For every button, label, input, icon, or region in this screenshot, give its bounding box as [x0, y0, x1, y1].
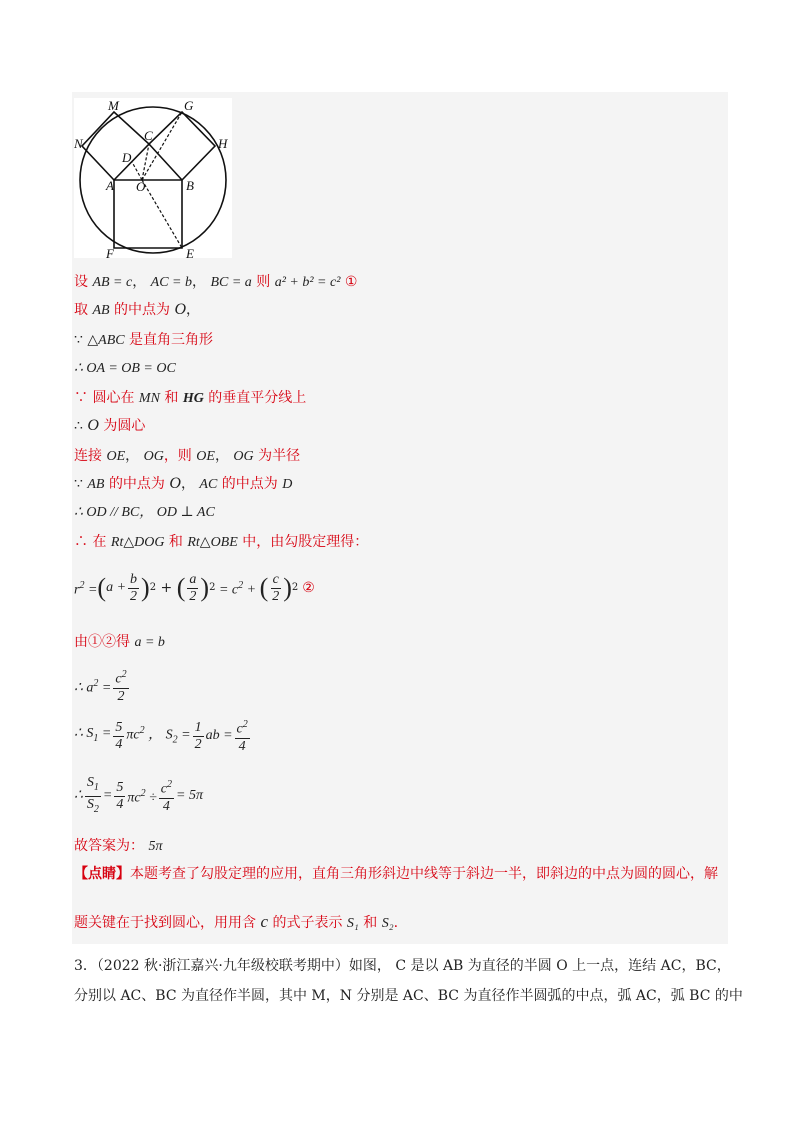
text: 的中点为 — [108, 476, 165, 492]
math: BC = a — [210, 275, 252, 290]
math: HG — [182, 391, 204, 406]
text: ∵ 圆心在 — [74, 390, 135, 406]
label-f: F — [106, 246, 114, 258]
text: 的中点为 — [221, 476, 278, 492]
text: ，则 — [163, 448, 192, 464]
solution-line-8 — [74, 474, 292, 495]
solution-line-5 — [74, 388, 306, 409]
label-h: H — [218, 136, 228, 151]
text: ， — [186, 302, 201, 318]
math: ∴ OA = OB = OC — [74, 361, 176, 376]
question3-line-1: 3．（2022 秋·浙江嘉兴·九年级校联考期中）如图， C 是以 AB 为直径的半圆 O 上一点，连结 AC，BC， — [74, 958, 731, 974]
math: O — [174, 301, 187, 318]
label-n: N — [74, 136, 83, 151]
text: ∴ 在 — [74, 534, 107, 550]
solution-line-9 — [74, 502, 215, 523]
text: 是直角三角形 — [129, 332, 214, 348]
math: OE — [196, 449, 215, 464]
math: O — [87, 417, 99, 434]
solution-line-11: $r^2$ = ( a + $\frac{b}{2}$ ) 2 + ( $\frac{a}{2}$ ) 2 = $c^2$ + ( $\frac{c}{2}$ ) 2 ② — [74, 571, 315, 604]
math: D — [282, 477, 293, 492]
text: ， — [125, 448, 140, 464]
math: Rt△OBE — [187, 535, 238, 550]
answer-line — [74, 836, 162, 857]
circle-square-diagram — [74, 98, 232, 258]
answer-value: 5π — [148, 839, 163, 854]
comment-line-2 — [74, 912, 398, 934]
label-b: B — [186, 178, 194, 193]
comment-text: 本题考查了勾股定理的应用，直角三角形斜边中线等于斜边一半，即斜边的中点为圆的圆心，解 — [130, 866, 718, 882]
solution-line-4 — [74, 358, 176, 379]
text: ， — [180, 476, 195, 492]
math: OG — [143, 449, 164, 464]
math: △ABC — [87, 333, 125, 348]
text: ∵ — [74, 476, 83, 492]
dash-od — [132, 162, 142, 180]
label-e: E — [186, 246, 194, 258]
math: a = b — [134, 635, 165, 650]
solution-line-13: ∴ $a^2$ = $\frac{c^2}{2}$ — [74, 669, 127, 704]
solution-line-1 — [74, 272, 357, 293]
solution-line-6 — [74, 416, 145, 436]
math: O — [169, 475, 181, 492]
solution-line-12 — [74, 632, 165, 653]
question3-line-2: 分别以 AC、BC 为直径作半圆，其中 M，N 分别是 AC、BC 为直径作半圆弧的中点，弧 AC，弧 BC 的中 — [74, 988, 743, 1004]
math: c — [260, 912, 268, 931]
square-ac — [82, 112, 149, 180]
label-g: G — [184, 98, 194, 113]
dash-oe — [142, 180, 182, 248]
text: 为半径 — [258, 448, 301, 464]
math: MN — [138, 391, 160, 406]
math: AB — [87, 477, 105, 492]
math: a² + b² = c² — [274, 275, 341, 290]
text: 的中点为 — [114, 302, 171, 318]
comment-tag: 【点睛】 — [74, 866, 130, 882]
comment-text: . — [393, 915, 399, 931]
text: 和 — [164, 390, 179, 406]
marker: ② — [302, 580, 315, 596]
solution-line-2 — [74, 300, 200, 321]
solution-line-10 — [74, 532, 368, 553]
text: ， — [214, 448, 229, 464]
marker: ① — [344, 274, 358, 290]
solution-line-7 — [74, 446, 300, 467]
geometry-figure — [74, 98, 232, 258]
text: 的垂直平分线上 — [208, 390, 307, 406]
comment-text: 题关键在于找到圆心，用用含 — [74, 915, 256, 931]
comment-text: 的式子表示 — [272, 915, 343, 931]
text: ， — [192, 274, 207, 290]
label-d: D — [122, 150, 132, 165]
solution-line-15: ∴ $\frac{S_1}{S_2}$ = $\frac{5}{4}$ $\pi c^2$ ÷ $\frac{c^2}{4}$ = 5π — [74, 774, 203, 815]
math: Rt△DOG — [110, 535, 165, 550]
text: 中，由勾股定理得： — [242, 534, 369, 550]
text: 取 — [74, 302, 88, 318]
square-bc — [149, 112, 215, 180]
label-m: M — [108, 98, 119, 113]
text: 由①②得 — [74, 634, 130, 650]
math: OG — [233, 449, 254, 464]
text: ， — [132, 274, 147, 290]
label-a: A — [106, 178, 114, 193]
text: 则 — [256, 274, 271, 290]
label-o: O — [136, 179, 146, 194]
text: 为圆心 — [103, 418, 146, 434]
answer-label: 故答案为： — [74, 838, 144, 854]
solution-line-3 — [74, 330, 213, 351]
text: ∵ — [74, 332, 83, 348]
text: 和 — [168, 534, 183, 550]
math: S₁ — [346, 916, 359, 931]
math: OE — [106, 449, 126, 464]
solution-line-14: ∴ $S_1$ = $\frac{5}{4}$ $\pi c^2$ ， $S_2$ = $\frac{1}{2}$ ab = $\frac{c^2}{4}$ — [74, 719, 248, 754]
text: 连接 — [74, 448, 102, 464]
math: S₂ — [381, 916, 394, 931]
math: AC — [199, 477, 218, 492]
math: AB = c — [92, 275, 133, 290]
text: ∴ — [74, 418, 83, 434]
comment-text: 和 — [363, 915, 378, 931]
comment-line-1 — [74, 864, 718, 884]
label-c: C — [144, 128, 153, 143]
math: ∴ OD // BC， OD ⊥ AC — [74, 505, 215, 520]
math: AC = b — [150, 275, 193, 290]
text: 设 — [74, 274, 88, 290]
math: AB — [92, 303, 110, 318]
